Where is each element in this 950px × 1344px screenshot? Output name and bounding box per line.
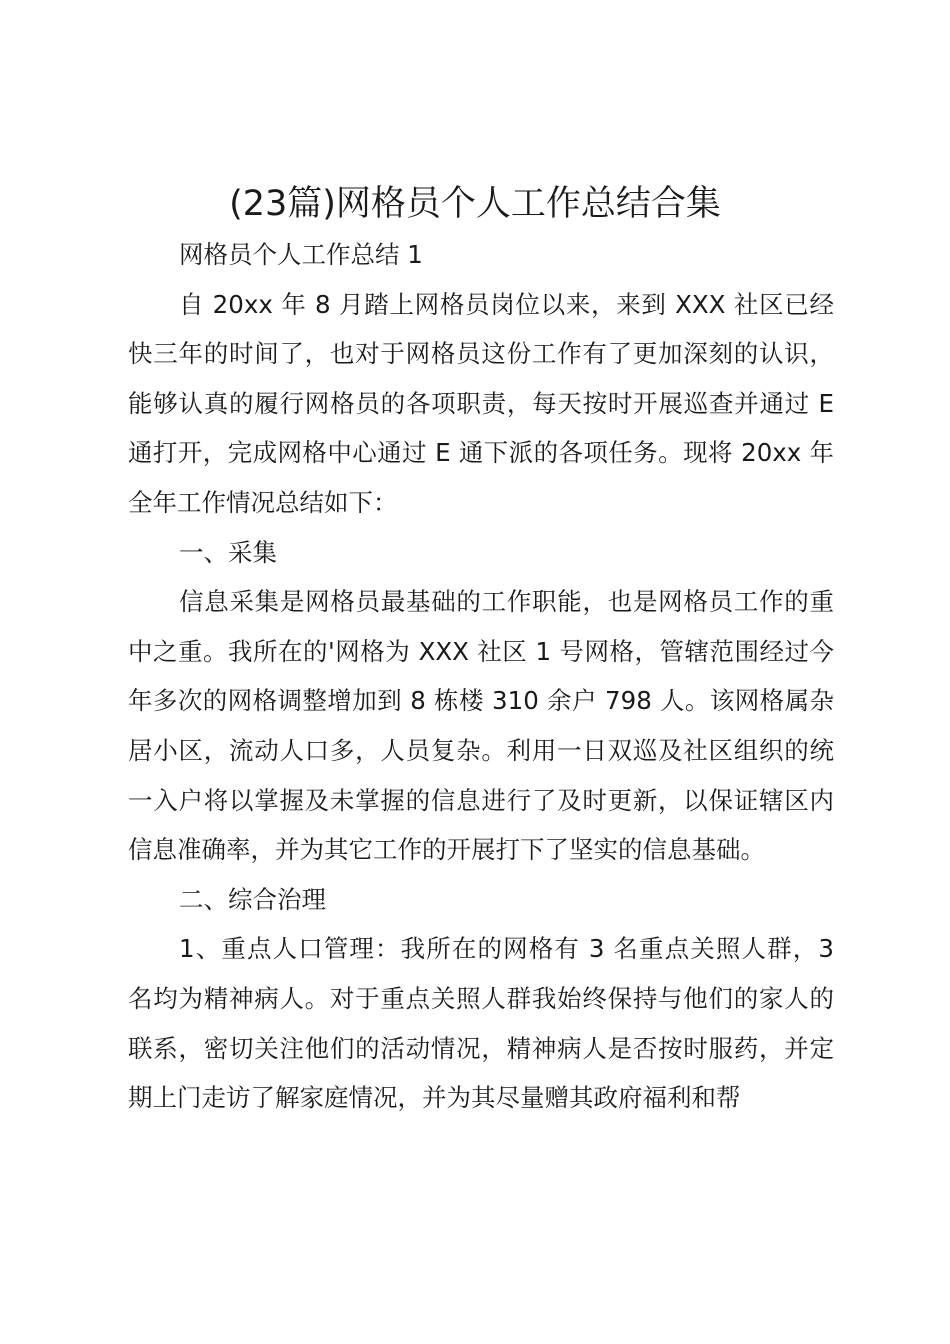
document-body bbox=[128, 230, 834, 1123]
key-population-paragraph: 1、重点人口管理：我所在的网格有 3 名重点关照人群，3 名均为精神病人。对于重点关照人群我始终保持与他们的家人的联系，密切关注他们的活动情况，精神病人是否按时服药，并定期上门走访了解家庭情况，并为其尽量赠其政府福利和帮 bbox=[128, 934, 834, 1113]
subtitle-paragraph: 网格员个人工作总结 1 bbox=[179, 240, 423, 269]
section-heading-collection: 一、采集 bbox=[179, 537, 277, 567]
collection-paragraph: 信息采集是网格员最基础的工作职能，也是网格员工作的重中之重。我所在的'网格为 XXX 社区 1 号网格，管辖范围经过今年多次的网格调整增加到 8 栋楼 310 余户 798 人。该网格属杂居小区，流动人口多，人员复杂。利用一日双巡及社区组织的统一入户将以掌握及未掌握的信息进行了及时更新，以保证辖区内信息准确率，并为其它工作的开展打下了坚实的信息基础。 bbox=[128, 587, 834, 865]
intro-paragraph: 自 20xx 年 8 月踏上网格员岗位以来，来到 XXX 社区已经快三年的时间了，也对于网格员这份工作有了更加深刻的认识，能够认真的履行网格员的各项职责，每天按时开展巡查并通过 E 通打开，完成网格中心通过 E 通下派的各项任务。现将 20xx 年全年工作情况总结如下： bbox=[128, 289, 834, 517]
document-title: (23篇)网格员个人工作总结合集 bbox=[229, 184, 721, 224]
section-heading-governance: 二、综合治理 bbox=[179, 884, 326, 914]
